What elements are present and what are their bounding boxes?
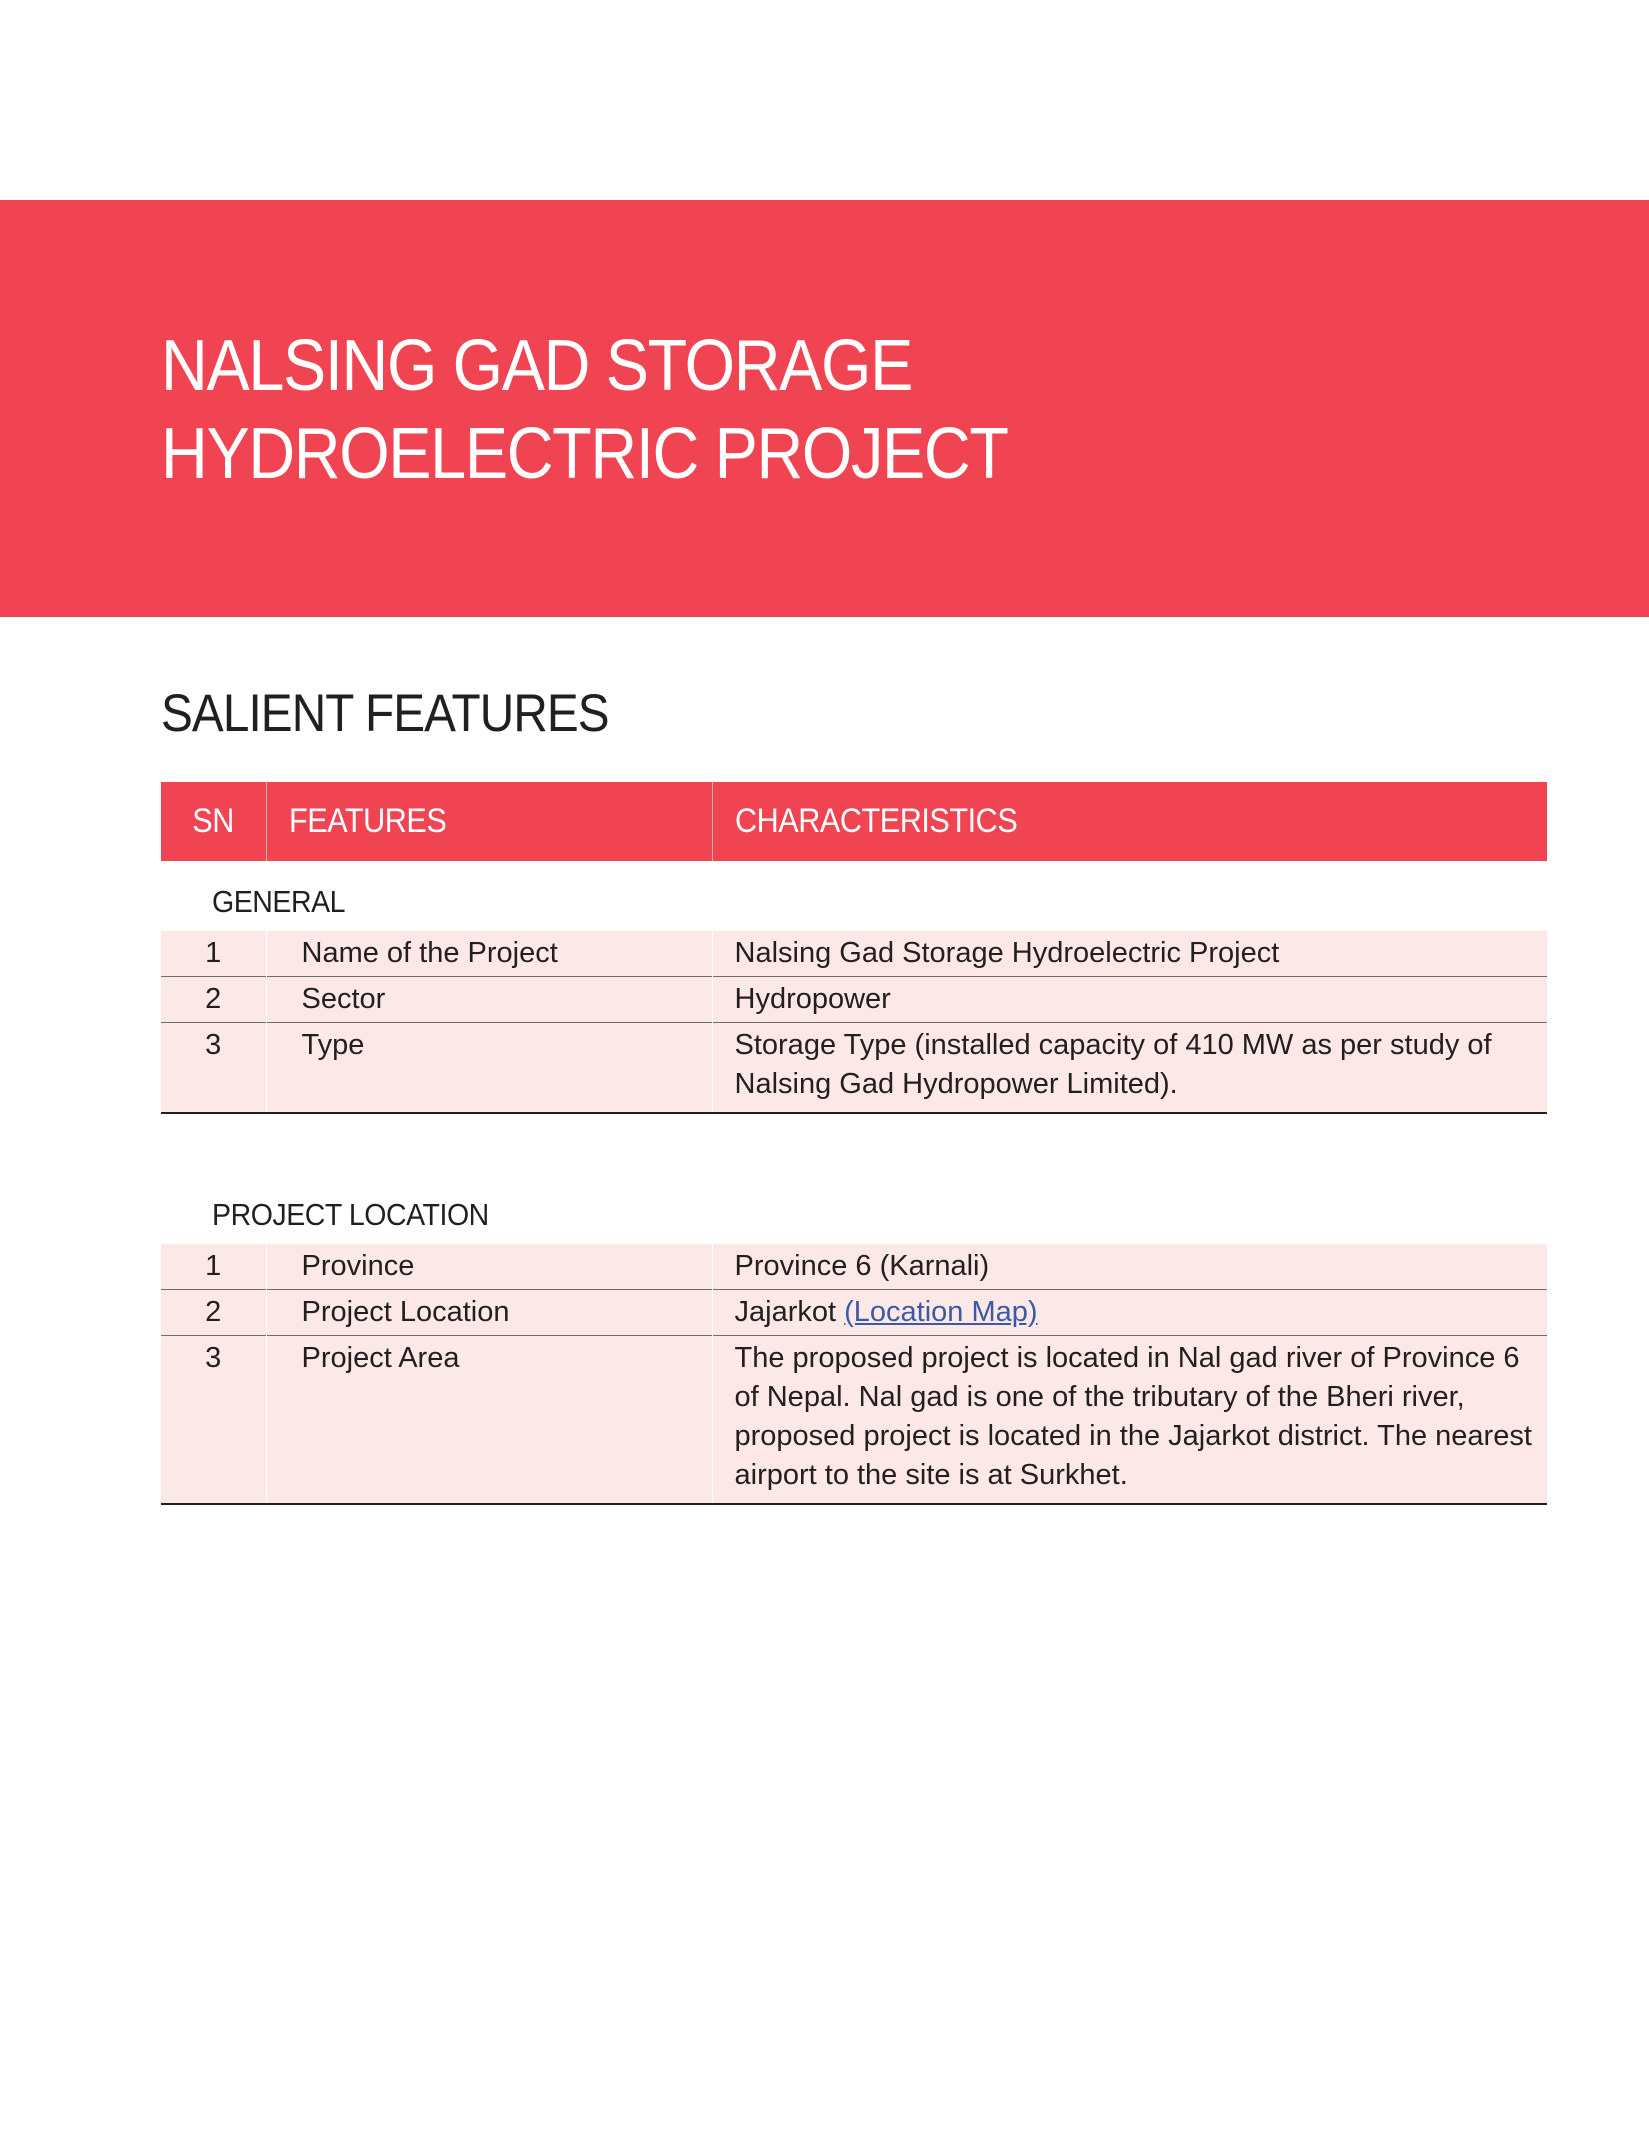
group-spacer-cell (161, 1113, 1547, 1174)
header-characteristics-label: CHARACTERISTICS (734, 802, 1017, 840)
table-row (161, 977, 1547, 1023)
section-heading: SALIENT FEATURES (161, 684, 609, 743)
row-sn: 2 (161, 977, 266, 1023)
location-text: Jajarkot (734, 1296, 837, 1328)
row-characteristic: Nalsing Gad Storage Hydroelectric Project (712, 931, 1547, 977)
table-row (161, 1290, 1547, 1336)
row-feature: Project Area (266, 1336, 712, 1505)
row-sn: 1 (161, 931, 266, 977)
group-project-location (161, 1174, 1547, 1504)
row-characteristic: Hydropower (712, 977, 1547, 1023)
page-title (161, 322, 1008, 498)
salient-features-table (161, 782, 1547, 1505)
group-heading-label: PROJECT LOCATION (212, 1197, 489, 1232)
group-heading (161, 1174, 1547, 1244)
row-sn: 3 (161, 1336, 266, 1505)
salient-features-table-wrap (161, 782, 1547, 1505)
group-heading-row (161, 1174, 1547, 1244)
row-sn: 2 (161, 1290, 266, 1336)
page-title-line-1: NALSING GAD STORAGE (161, 326, 912, 406)
row-feature: Project Location (266, 1290, 712, 1336)
row-sn: 1 (161, 1244, 266, 1290)
table-row (161, 931, 1547, 977)
group-heading-label: GENERAL (212, 884, 346, 919)
location-map-link[interactable]: (Location Map) (844, 1296, 1038, 1328)
row-feature: Type (266, 1023, 712, 1114)
row-characteristic: Province 6 (Karnali) (712, 1244, 1547, 1290)
header-features (266, 782, 712, 861)
row-characteristic (712, 1290, 1547, 1336)
row-characteristic: The proposed project is located in Nal gad river of Province 6 of Nepal. Nal gad is one of the tributary of the Bheri river, proposed project is located in the Jajarkot district. The nearest airport to the site is at Surkhet. (712, 1336, 1547, 1505)
group-heading (161, 861, 1547, 931)
group-heading-row (161, 861, 1547, 931)
table-row (161, 1023, 1547, 1114)
row-feature: Name of the Project (266, 931, 712, 977)
header-sn-label: SN (192, 802, 235, 840)
header-features-label: FEATURES (288, 802, 446, 840)
row-feature: Province (266, 1244, 712, 1290)
row-sn: 3 (161, 1023, 266, 1114)
group-general (161, 861, 1547, 1174)
table-header-row (161, 782, 1547, 861)
table-row (161, 1336, 1547, 1505)
header-sn (161, 782, 266, 861)
row-characteristic: Storage Type (installed capacity of 410 MW as per study of Nalsing Gad Hydropower Limited). (712, 1023, 1547, 1114)
row-feature: Sector (266, 977, 712, 1023)
page-title-line-2: HYDROELECTRIC PROJECT (161, 414, 1008, 494)
table-row (161, 1244, 1547, 1290)
header-characteristics (712, 782, 1547, 861)
group-spacer (161, 1113, 1547, 1174)
